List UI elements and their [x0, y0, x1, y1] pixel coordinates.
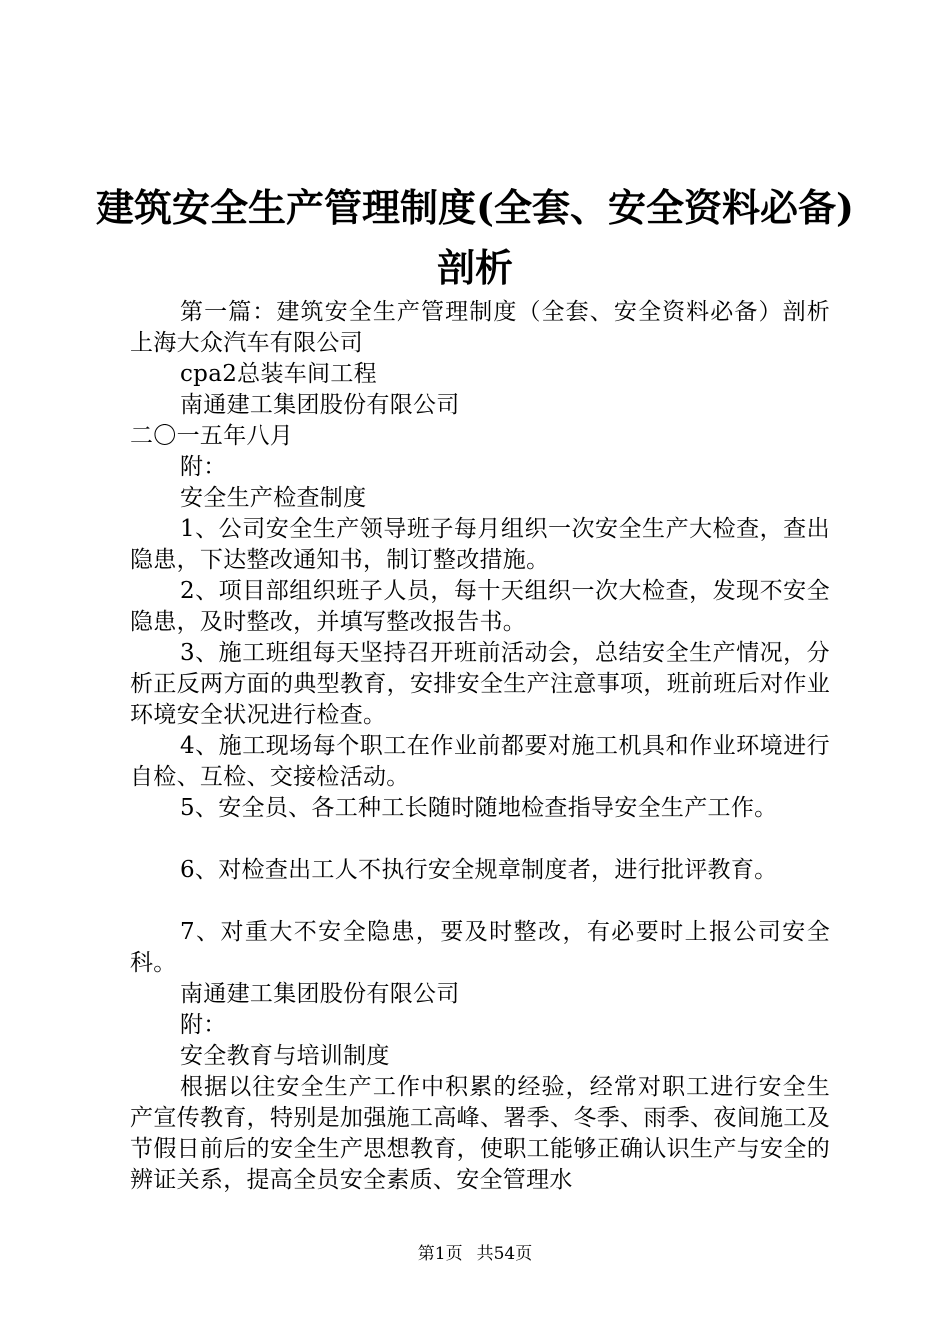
list-item: 7、对重大不安全隐患，要及时整改，有必要时上报公司安全科。: [130, 919, 830, 976]
document-title-line-2: 剖析: [436, 245, 513, 290]
list-item: 6、对检查出工人不执行安全规章制度者，进行批评教育。: [180, 857, 778, 883]
paragraph-date: 二〇一五年八月: [130, 423, 294, 449]
section-heading-inspection: 安全生产检查制度: [180, 485, 367, 511]
paragraph-attachment-label: 附：: [180, 1012, 227, 1038]
paragraph-intro: 第一篇：建筑安全生产管理制度（全套、安全资料必备）剖析上海大众汽车有限公司: [130, 299, 830, 356]
paragraph-project: cpa2总装车间工程: [180, 361, 377, 387]
list-item: 4、施工现场每个职工在作业前都要对施工机具和作业环境进行自检、互检、交接检活动。: [130, 733, 830, 790]
page-total: 共54页: [476, 1244, 533, 1264]
document-body: [130, 297, 830, 1196]
list-item: 3、施工班组每天坚持召开班前活动会，总结安全生产情况，分析正反两方面的典型教育，安排安全生产注意事项，班前班后对作业环境安全状况进行检查。: [130, 640, 830, 728]
list-item: 2、项目部组织班子人员，每十天组织一次大检查，发现不安全隐患，及时整改，并填写整改报告书。: [130, 578, 830, 635]
section-heading-training: 安全教育与培训制度: [180, 1043, 390, 1069]
list-item: 5、安全员、各工种工长随时随地检查指导安全生产工作。: [180, 795, 778, 821]
paragraph-company-signature: 南通建工集团股份有限公司: [180, 981, 460, 1007]
document-title-line-1: 建筑安全生产管理制度(全套、安全资料必备): [96, 185, 854, 230]
page-footer: [0, 1243, 950, 1265]
paragraph-company: 南通建工集团股份有限公司: [180, 392, 460, 418]
page-number: 第1页: [417, 1244, 463, 1264]
paragraph-training-body: 根据以往安全生产工作中积累的经验，经常对职工进行安全生产宣传教育，特别是加强施工高峰、署季、冬季、雨季、夜间施工及节假日前后的安全生产思想教育，使职工能够正确认识生产与安全的辨证关系，提高全员安全素质、安全管理水: [130, 1074, 830, 1193]
list-item: 1、公司安全生产领导班子每月组织一次安全生产大检查，查出隐患，下达整改通知书，制订整改措施。: [130, 516, 830, 573]
paragraph-attachment-label: 附：: [180, 454, 227, 480]
